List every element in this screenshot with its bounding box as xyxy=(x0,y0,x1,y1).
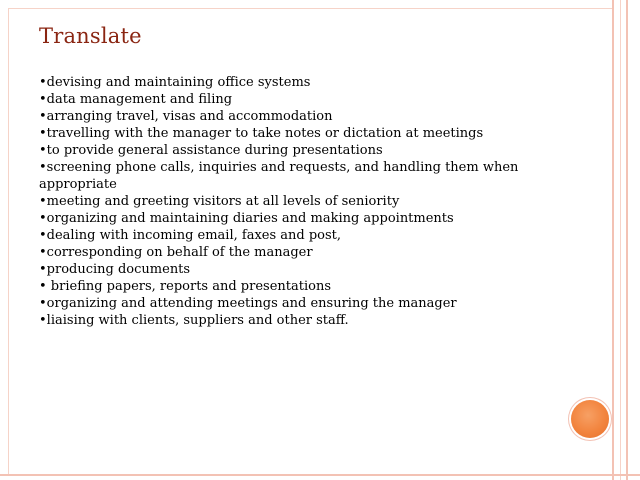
bullet-item: •liaising with clients, suppliers and other staff. xyxy=(39,313,349,328)
bullet-item: •data management and filing xyxy=(39,92,233,107)
bullet-item: •screening phone calls, inquiries and requests, and handling them when appropriate xyxy=(39,160,519,192)
bullet-item: •devising and maintaining office systems xyxy=(39,75,311,90)
frame-top-line xyxy=(8,8,612,9)
bullet-list xyxy=(39,74,539,329)
bullet-item: •arranging travel, visas and accommodation xyxy=(39,109,333,124)
frame-left-line xyxy=(8,8,9,474)
bullet-item: • briefing papers, reports and presentations xyxy=(39,279,331,294)
frame-bottom-line xyxy=(0,474,640,476)
frame-right-line xyxy=(620,0,621,480)
bullet-item: •meeting and greeting visitors at all levels of seniority xyxy=(39,194,400,209)
bullet-item: •travelling with the manager to take notes or dictation at meetings xyxy=(39,126,484,141)
decorative-circle-icon xyxy=(571,400,609,438)
frame-right-line xyxy=(626,0,628,480)
frame-right-line xyxy=(612,0,614,480)
bullet-item: •producing documents xyxy=(39,262,191,277)
bullet-item: •organizing and maintaining diaries and making appointments xyxy=(39,211,454,226)
bullet-item: •organizing and attending meetings and ensuring the manager xyxy=(39,296,457,311)
bullet-item: •corresponding on behalf of the manager xyxy=(39,245,313,260)
slide-title: Translate xyxy=(39,24,142,48)
bullet-item: •dealing with incoming email, faxes and post, xyxy=(39,228,342,243)
bullet-item: •to provide general assistance during presentations xyxy=(39,143,383,158)
